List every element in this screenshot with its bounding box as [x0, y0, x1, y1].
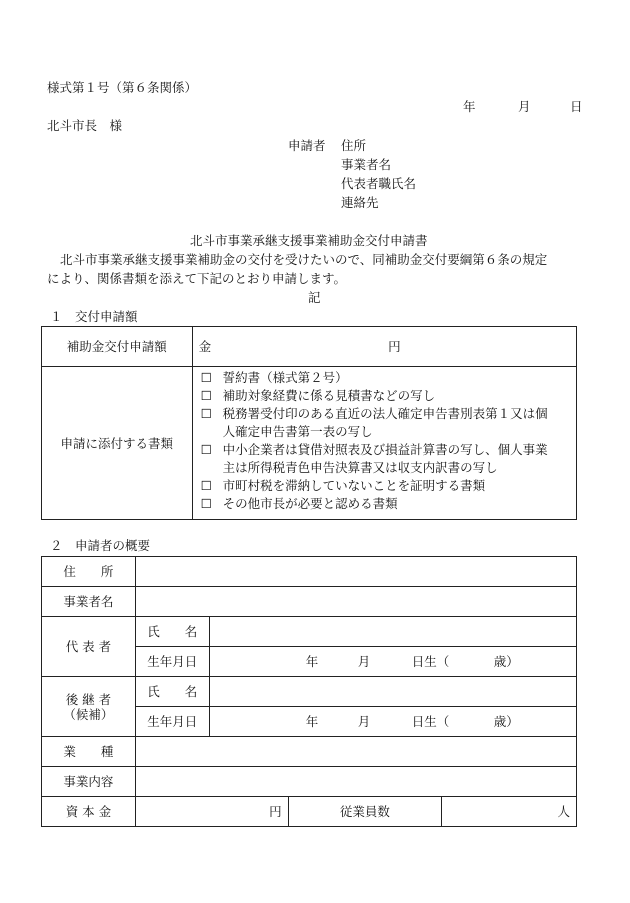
employees-label: 従業員数 [339, 804, 390, 819]
rep-dob-label: 生年月日 [147, 654, 198, 669]
checkbox-icon[interactable]: ☐ [200, 370, 212, 385]
attach-label-cell [42, 367, 193, 520]
attachments-list [201, 369, 576, 513]
kin-label: 金 [198, 339, 212, 354]
overview-business-label: 事業者名 [63, 594, 114, 609]
attachment-text [223, 441, 548, 477]
employees-unit: 人 [557, 804, 570, 819]
capital-unit: 円 [269, 804, 282, 819]
attachment-item [201, 405, 576, 441]
checkbox-icon[interactable]: ☐ [200, 478, 212, 493]
attachment-line: 人確定申告書第一表の写し [222, 424, 373, 439]
applicant-contact-label: 連絡先 [341, 195, 379, 210]
amount-label-cell [42, 327, 193, 367]
date-year-label: 年 [463, 99, 476, 114]
attachment-text [223, 405, 548, 441]
overview-address-value[interactable] [135, 557, 576, 587]
document-title: 北斗市事業承継支援事業補助金交付申請書 [190, 233, 428, 248]
attachment-item [201, 441, 576, 477]
employees-value[interactable] [442, 797, 577, 827]
attachment-line: その他市長が必要と認める書類 [222, 496, 398, 511]
succ-dob-label: 生年月日 [147, 714, 198, 729]
attachment-line: 中小企業者は貸借対照表及び損益計算書の写し、個人事業 [222, 442, 548, 457]
attachment-item [201, 495, 576, 513]
representative-label-cell [42, 617, 136, 677]
capital-label-cell [42, 797, 136, 827]
succ-dob-born: 日生（ [411, 714, 450, 729]
applicant-overview-table [41, 556, 577, 827]
rep-dob-year: 年 [305, 654, 319, 669]
form-number: 様式第１号（第６条関係） [47, 80, 198, 95]
attachment-item [201, 477, 576, 495]
amount-label: 補助金交付申請額 [66, 339, 167, 354]
succ-name-label: 氏 名 [147, 684, 198, 699]
succ-dob-label-cell [135, 707, 209, 737]
rep-name-label-cell [135, 617, 209, 647]
checkbox-icon[interactable]: ☐ [200, 388, 212, 403]
succ-name-value[interactable] [209, 677, 576, 707]
body-line-2: により、関係書類を添えて下記のとおり申請します。 [47, 271, 347, 286]
overview-business-value[interactable] [135, 587, 576, 617]
succ-name-label-cell [135, 677, 209, 707]
applicant-address-label: 住所 [341, 138, 367, 153]
overview-address-label: 住 所 [63, 564, 114, 579]
date-month-label: 月 [518, 99, 531, 114]
attachment-line: 税務署受付印のある直近の法人確定申告書別表第１又は個 [222, 406, 548, 421]
rep-name-label: 氏 名 [147, 624, 198, 639]
successor-label: 後 継 者 [65, 691, 112, 707]
attachment-text [223, 477, 486, 495]
application-amount-table [41, 326, 577, 520]
representative-label: 代 表 者 [65, 639, 112, 654]
rep-dob-month: 月 [357, 654, 371, 669]
date-day-label: 日 [570, 99, 583, 114]
attachment-line: 市町村税を滞納していないことを証明する書類 [222, 478, 486, 493]
section1-heading: １ 交付申請額 [50, 309, 138, 324]
successor-note: （候補） [63, 706, 114, 722]
applicant-representative-label: 代表者職氏名 [341, 176, 417, 191]
amount-value-cell[interactable] [192, 327, 576, 367]
attachment-line: 主は所得税青色申告決算書又は収支内訳書の写し [222, 460, 498, 475]
rep-name-value[interactable] [209, 617, 576, 647]
checkbox-icon[interactable]: ☐ [200, 496, 212, 511]
ki-label: 記 [308, 290, 321, 305]
rep-dob-born: 日生（ [411, 654, 450, 669]
rep-dob-age: 歳） [493, 654, 519, 669]
applicant-business-label: 事業者名 [341, 157, 392, 172]
overview-business-label-cell [42, 587, 136, 617]
attachment-text [223, 387, 436, 405]
checkbox-icon[interactable]: ☐ [200, 442, 212, 457]
checkbox-icon[interactable]: ☐ [200, 406, 212, 421]
yen-label: 円 [388, 339, 401, 354]
attachment-text [223, 495, 398, 513]
capital-value[interactable] [135, 797, 288, 827]
addressee: 北斗市長 様 [47, 118, 123, 133]
succ-dob-month: 月 [357, 714, 371, 729]
attachment-line: 誓約書（様式第２号） [222, 370, 348, 385]
attachment-text [223, 369, 348, 387]
succ-dob-value[interactable] [209, 707, 576, 737]
capital-label: 資 本 金 [65, 804, 112, 819]
overview-address-label-cell [42, 557, 136, 587]
industry-label: 業 種 [63, 744, 114, 759]
business-content-label: 事業内容 [63, 774, 114, 789]
industry-label-cell [42, 737, 136, 767]
attach-label: 申請に添付する書類 [60, 435, 174, 451]
attachment-item [201, 387, 576, 405]
succ-dob-age: 歳） [493, 714, 519, 729]
succ-dob-year: 年 [305, 714, 319, 729]
successor-label-cell [42, 677, 136, 737]
industry-value[interactable] [135, 737, 576, 767]
rep-dob-value[interactable] [209, 647, 576, 677]
rep-dob-label-cell [135, 647, 209, 677]
attachment-item [201, 369, 576, 387]
section2-heading: ２ 申請者の概要 [50, 538, 151, 553]
business-content-value[interactable] [135, 767, 576, 797]
applicant-label: 申請者 [288, 138, 326, 153]
business-content-label-cell [42, 767, 136, 797]
body-line-1: 北斗市事業承継支援事業補助金の交付を受けたいので、同補助金交付要綱第６条の規定 [60, 252, 548, 267]
attachment-line: 補助対象経費に係る見積書などの写し [222, 388, 436, 403]
employees-label-cell [288, 797, 442, 827]
attachments-cell [192, 367, 576, 520]
